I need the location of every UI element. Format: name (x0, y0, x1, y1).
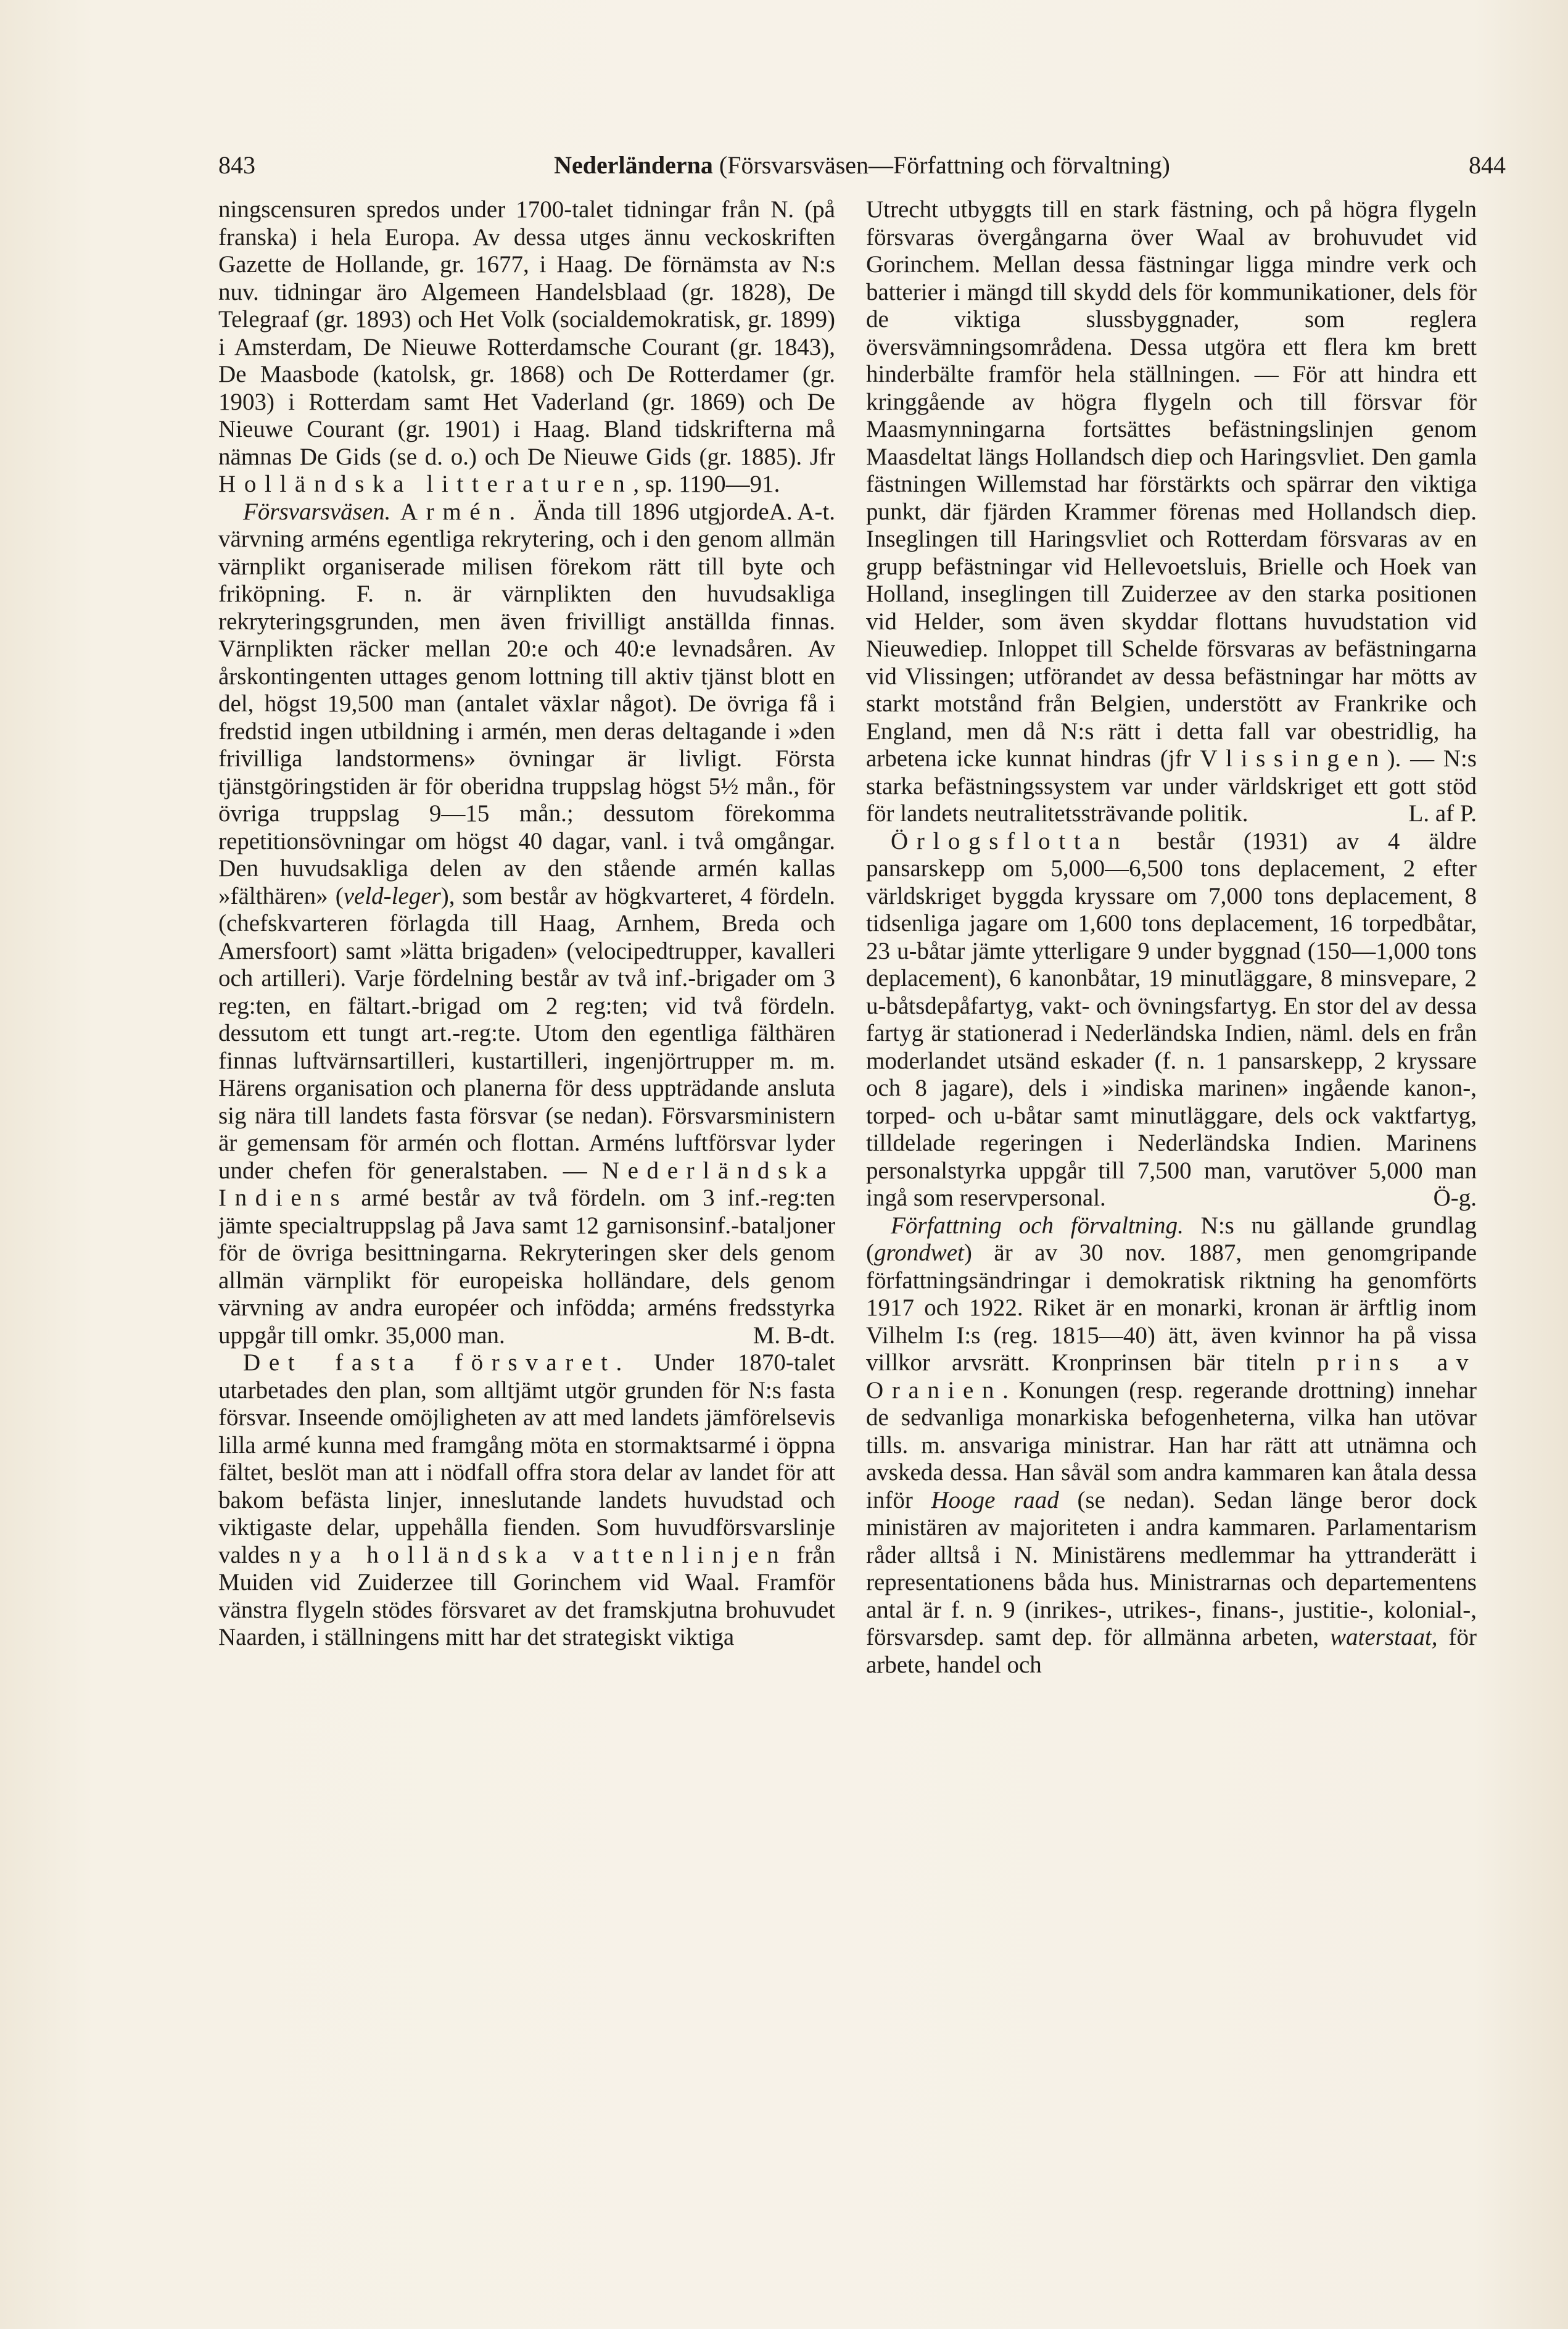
author-signature: M. B-dt. (753, 1322, 835, 1349)
section-heading: Författning och förvaltning. (891, 1212, 1184, 1239)
paragraph-newspapers: ningscensuren spredos under 1700-talet tidningar från N. (på franska) i hela Europa. Av dessa utges ännu veckoskriften Gazette de Hollande, gr. 1677, i Haag. De förnämsta av N:s nuv. tidningar äro Algemeen Handelsblaad (gr. 1828), De Telegraaf (gr. 1893) och Het Volk (socialdemokratisk, gr. 1899) i Amsterdam, De Nieuwe Rotterdamsche Courant (gr. 1843), De Maasbode (katolsk, gr. 1868) och De Rotterdamer (gr. 1903) i Rotterdam samt Het Vaderland (gr. 1869) och De Nieuwe Courant (gr. 1901) i Haag. Bland tidskrifterna må nämnas De Gids (se d. o.) och De Nieuwe Gids (gr. 1885). Jfr Holländska litteraturen, sp. 1190—91. A. A-t. (218, 196, 835, 525)
author-signature: L. af P. (1408, 800, 1477, 827)
author-signature: Ö-g. (1433, 1185, 1477, 1211)
paragraph-navy: Örlogsflottan består (1931) av 4 äldre pansarskepp om 5,000—6,500 tons deplacement, 2 efter världskriget byggda kryssare om 7,000 tons deplacement, 8 tidsenliga jagare om 1,600 tons deplacement, 16 torpedbåtar, 23 u-båtar jämte ytterligare 9 under byggnad (150—1,000 tons deplacement), 6 kanonbåtar, 19 minutläggare, 8 minsvepare, 2 u-båtsdepåfartyg, vakt- och övningsfartyg. En stor del av dessa fartyg är stationerad i Nederländska Indien, näml. dels en från moderlandet utsänd eskader (f. n. 1 pansarskepp, 2 kryssare och 8 jagare), dels i »indiska marinen» ingående kanon-, torped- och u-båtar samt minutläggare, dels ock vaktfartyg, tilldelade regeringen i Nederländska Indien. Marinens personalstyrka uppgår till 7,500 man, varutöver 5,000 man ingå som reservpersonal. Ö-g. (866, 827, 1477, 1211)
author-signature: A. A-t. (769, 498, 835, 525)
right-column (866, 196, 1477, 1679)
running-title-rest: (Försvarsväsen—Författning och förvaltning) (712, 151, 1170, 179)
running-header (218, 147, 1506, 184)
left-column (218, 196, 835, 1652)
running-title-bold: Nederländerna (554, 151, 713, 179)
page-number-left: 843 (218, 151, 255, 179)
page-number-right: 844 (1469, 151, 1506, 179)
section-heading: Försvarsväsen. (243, 498, 391, 525)
paragraph-constitution: Författning och förvaltning. N:s nu gällande grundlag (grondwet) är av 30 nov. 1887, men genomgripande författningsändringar i demokratisk riktning ha genomförts 1917 och 1922. Riket är en monarki, kronan är ärftlig inom Vilhelm I:s (reg. 1815—40) ätt, även kvinnor ha på vissa villkor arvsrätt. Kronprinsen bär titeln prins av Oranien. Konungen (resp. regerande drottning) innehar de sedvanliga monarkiska befogenheterna, vilka han utövar tills. m. ansvariga ministrar. Han har rätt att utnämna och avskeda dessa. Han såväl som andra kammaren kan åtala dessa inför Hooge raad (se nedan). Sedan länge beror dock ministären av majoriteten i andra kammaren. Parlamentarism råder alltså i N. Ministärens medlemmar ha yttranderätt i representationens båda hus. Ministrarnas och departementens antal är f. n. 9 (inrikes-, utrikes-, finans-, justitie-, kolonial-, försvarsdep. samt dep. för allmänna arbeten, waterstaat, för arbete, handel och (866, 1212, 1477, 1678)
paragraph-army: Försvarsväsen. Armén. Ända till 1896 utgjorde värvning arméns egentliga rekrytering, och i den genom allmän värnplikt organiserade milisen förekom rätt till byte och friköpning. F. n. är värnplikten den huvudsakliga rekryteringsgrunden, men även frivilligt anställda finnas. Värnplikten räcker mellan 20:e och 40:e levnadsåren. Av årskontingenten uttages genom lottning till aktiv tjänst blott en del, högst 19,500 man (antalet växlar något). De övriga få i fredstid ingen utbildning i armén, men deras deltagande i »den frivilliga landstormens» övningar är livligt. Första tjänstgöringstiden är för oberidna truppslag högst 5½ mån., för övriga truppslag 9—15 mån.; dessutom förekomma repetitionsövningar om högst 40 dagar, vanl. i två omgångar. Den huvudsakliga delen av den stående armén kallas »fälthären» (veld-leger), som består av högkvarteret, 4 fördeln. (chefskvarteren förlagda till Haag, Arnhem, Breda och Amersfoort) samt »lätta brigaden» (velocipedtrupper, kavalleri och artilleri). Varje fördelning består av två inf.-brigader om 3 reg:ten, en fältart.-brigad om 2 reg:ten; vid två fördeln. dessutom ett tungt art.-reg:te. Utom den egentliga fälthären finnas luftvärnsartilleri, kustartilleri, ingenjörtrupper m. m. Härens organisation och planerna för dess uppträdande ansluta sig nära till landets fasta försvar (se nedan). Försvarsministern är gemensam för armén och flottan. Arméns luftförsvar lyder under chefen för generalstaben. — Nederländska Indiens armé består av två fördeln. om 3 inf.-reg:ten jämte specialtruppslag på Java samt 12 garnisonsinf.-bataljoner för de övriga besittningarna. Rekryteringen sker dels genom allmän värnplikt för europeiska holländare, dels genom värvning av andra européer och infödda; arméns fredsstyrka uppgår till omkr. 35,000 man. M. B-dt. (218, 498, 835, 1349)
running-title (218, 147, 1506, 184)
paragraph-fortifications: Utrecht utbyggts till en stark fästning, och på högra flygeln försvaras övergångarna över Waal av brohuvudet vid Gorinchem. Mellan dessa fästningar ligga mindre verk och batterier i mängd till skydd dels för kommunikationer, dels för de viktiga slussbyggnader, som reglera översvämningsområdena. Dessa utgöra ett flera km brett hinderbälte framför hela ställningen. — För att hindra ett kringgående av högra flygeln och till försvar för Maasmynningarna fortsättes befästningslinjen genom Maasdeltat längs Hollandsch diep och Haringsvliet. Den gamla fästningen Willemstad har förstärkts och spärrar den viktiga punkt, där fjärden Krammer förenas med Hollandsch diep. Inseglingen till Haringsvliet och Rotterdam försvaras av en grupp befästningar vid Hellevoetsluis, Brielle och Hoek van Holland, inseglingen till Zuiderzee av den starka positionen vid Helder, som även skyddar flottans huvudstation vid Nieuwediep. Inloppet till Schelde försvaras av befästningarna vid Vlissingen; utförandet av dessa befästningar har mötts av starkt motstånd från Belgien, understött av Frankrike och England, men då N:s rätt i detta fall var obestridlig, ha arbetena icke kunnat hindras (jfr Vlissingen). — N:s starka befästningssystem var under världskriget ett gott stöd för landets neutralitetssträvande politik. L. af P. (866, 196, 1477, 827)
paragraph-fixed-defense: Det fasta försvaret. Under 1870-talet utarbetades den plan, som alltjämt utgör grunden för N:s fasta försvar. Inseende omöjligheten av att med landets jämförelsevis lilla armé kunna med framgång möta en stormaktsarmé i öppna fältet, beslöt man att i nödfall offra stora delar av landet för att bakom befästa linjer, inneslutande landets huvudstad och viktigaste delar, uppehålla fienden. Som huvudförsvarslinje valdes nya holländska vattenlinjen från Muiden vid Zuiderzee till Gorinchem vid Waal. Framför vänstra flygeln stödes försvaret av det framskjutna brohuvudet Naarden, i ställningens mitt har det strategiskt viktiga (218, 1349, 836, 1650)
